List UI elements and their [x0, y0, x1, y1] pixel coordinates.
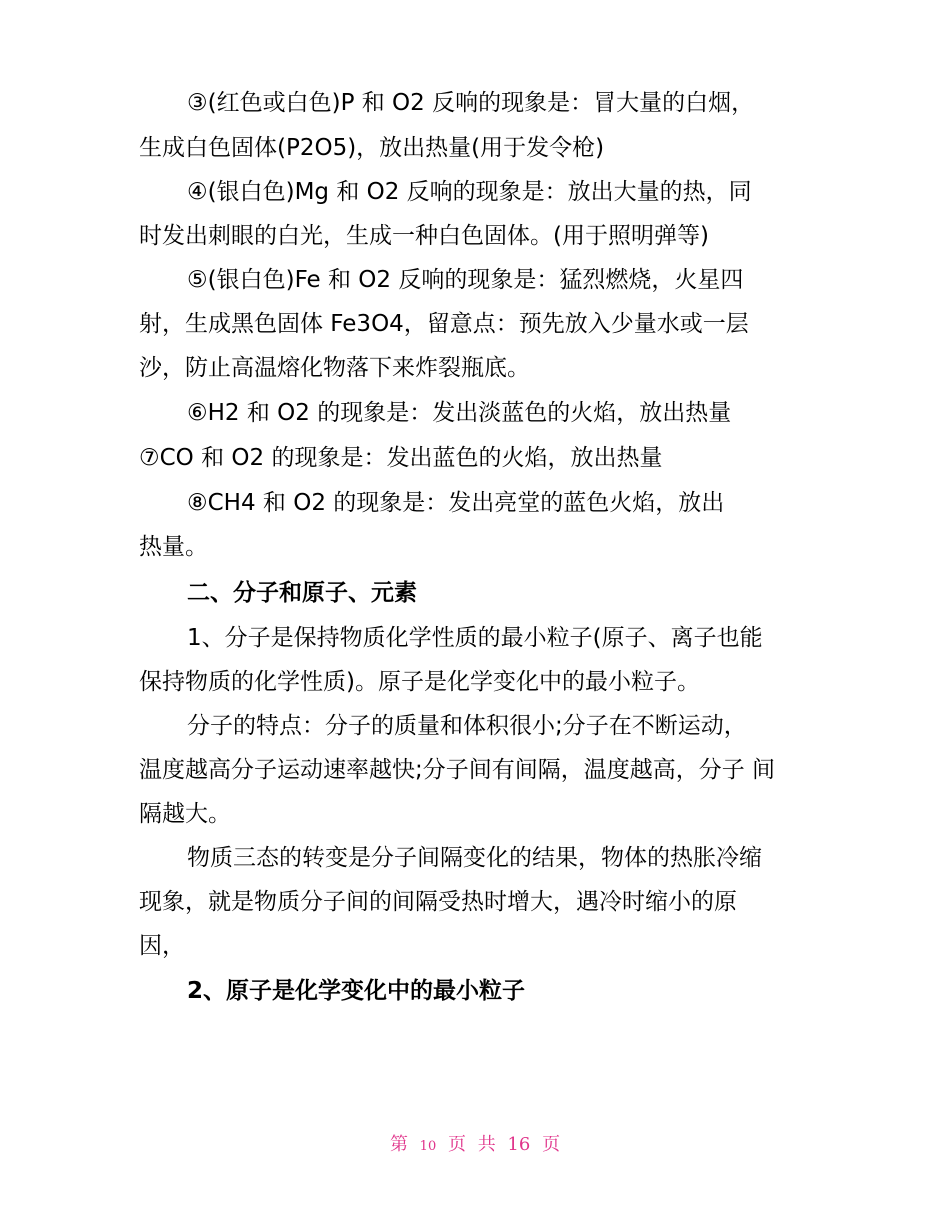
paragraph-line: 生成白色固体(P2O5)，放出热量(用于发令枪) — [139, 135, 605, 161]
footer-gong: 共 — [477, 1134, 496, 1155]
paragraph-line: 热量。 — [139, 534, 208, 560]
paragraph-line: 现象，就是物质分子间的间隔受热时增大，遇冷时缩小的原 — [139, 889, 737, 915]
paragraph-line: 温度越高分子运动速率越快;分子间有间隔，温度越高，分子 间 — [139, 757, 776, 783]
paragraph-line: 沙，防止高温熔化物落下来炸裂瓶底。 — [139, 355, 530, 381]
paragraph-line: ⑥H2 和 O2 的现象是：发出淡蓝色的火焰，放出热量 — [187, 400, 732, 426]
paragraph-line: ③(红色或白色)P 和 O2 反响的现象是：冒大量的白烟， — [187, 90, 755, 116]
footer-di: 第 — [389, 1134, 408, 1155]
paragraph-line: 因， — [139, 933, 185, 959]
paragraph-line: ⑧CH4 和 O2 的现象是：发出亮堂的蓝色火焰，放出 — [187, 490, 725, 516]
paragraph-line: 物质三态的转变是分子间隔变化的结果，物体的热胀冷缩 — [187, 845, 762, 871]
section-heading: 二、分子和原子、元素 — [187, 580, 417, 606]
current-page-number: 10 — [419, 1139, 437, 1154]
footer-ye2: 页 — [542, 1134, 561, 1155]
paragraph-line: 1、分子是保持物质化学性质的最小粒子(原子、离子也能 — [187, 625, 763, 651]
paragraph-line: ⑦CO 和 O2 的现象是：发出蓝色的火焰，放出热量 — [139, 445, 663, 471]
paragraph-line: 时发出刺眼的白光，生成一种白色固体。(用于照明弹等) — [139, 223, 709, 249]
footer-ye: 页 — [447, 1134, 466, 1155]
paragraph-line: 隔越大。 — [139, 801, 231, 827]
paragraph-line: 射，生成黑色固体 Fe3O4，留意点：预先放入少量水或一层 — [139, 311, 749, 337]
paragraph-line: ④(银白色)Mg 和 O2 反响的现象是：放出大量的热，同 — [187, 179, 752, 205]
paragraph-line: ⑤(银白色)Fe 和 O2 反响的现象是：猛烈燃烧，火星四 — [187, 267, 744, 293]
section-heading: 2、原子是化学变化中的最小粒子 — [187, 978, 526, 1004]
paragraph-line: 分子的特点：分子的质量和体积很小;分子在不断运动， — [187, 713, 747, 739]
paragraph-line: 保持物质的化学性质)。原子是化学变化中的最小粒子。 — [139, 669, 700, 695]
total-page-number: 16 — [507, 1134, 531, 1155]
page-footer — [0, 1132, 950, 1160]
